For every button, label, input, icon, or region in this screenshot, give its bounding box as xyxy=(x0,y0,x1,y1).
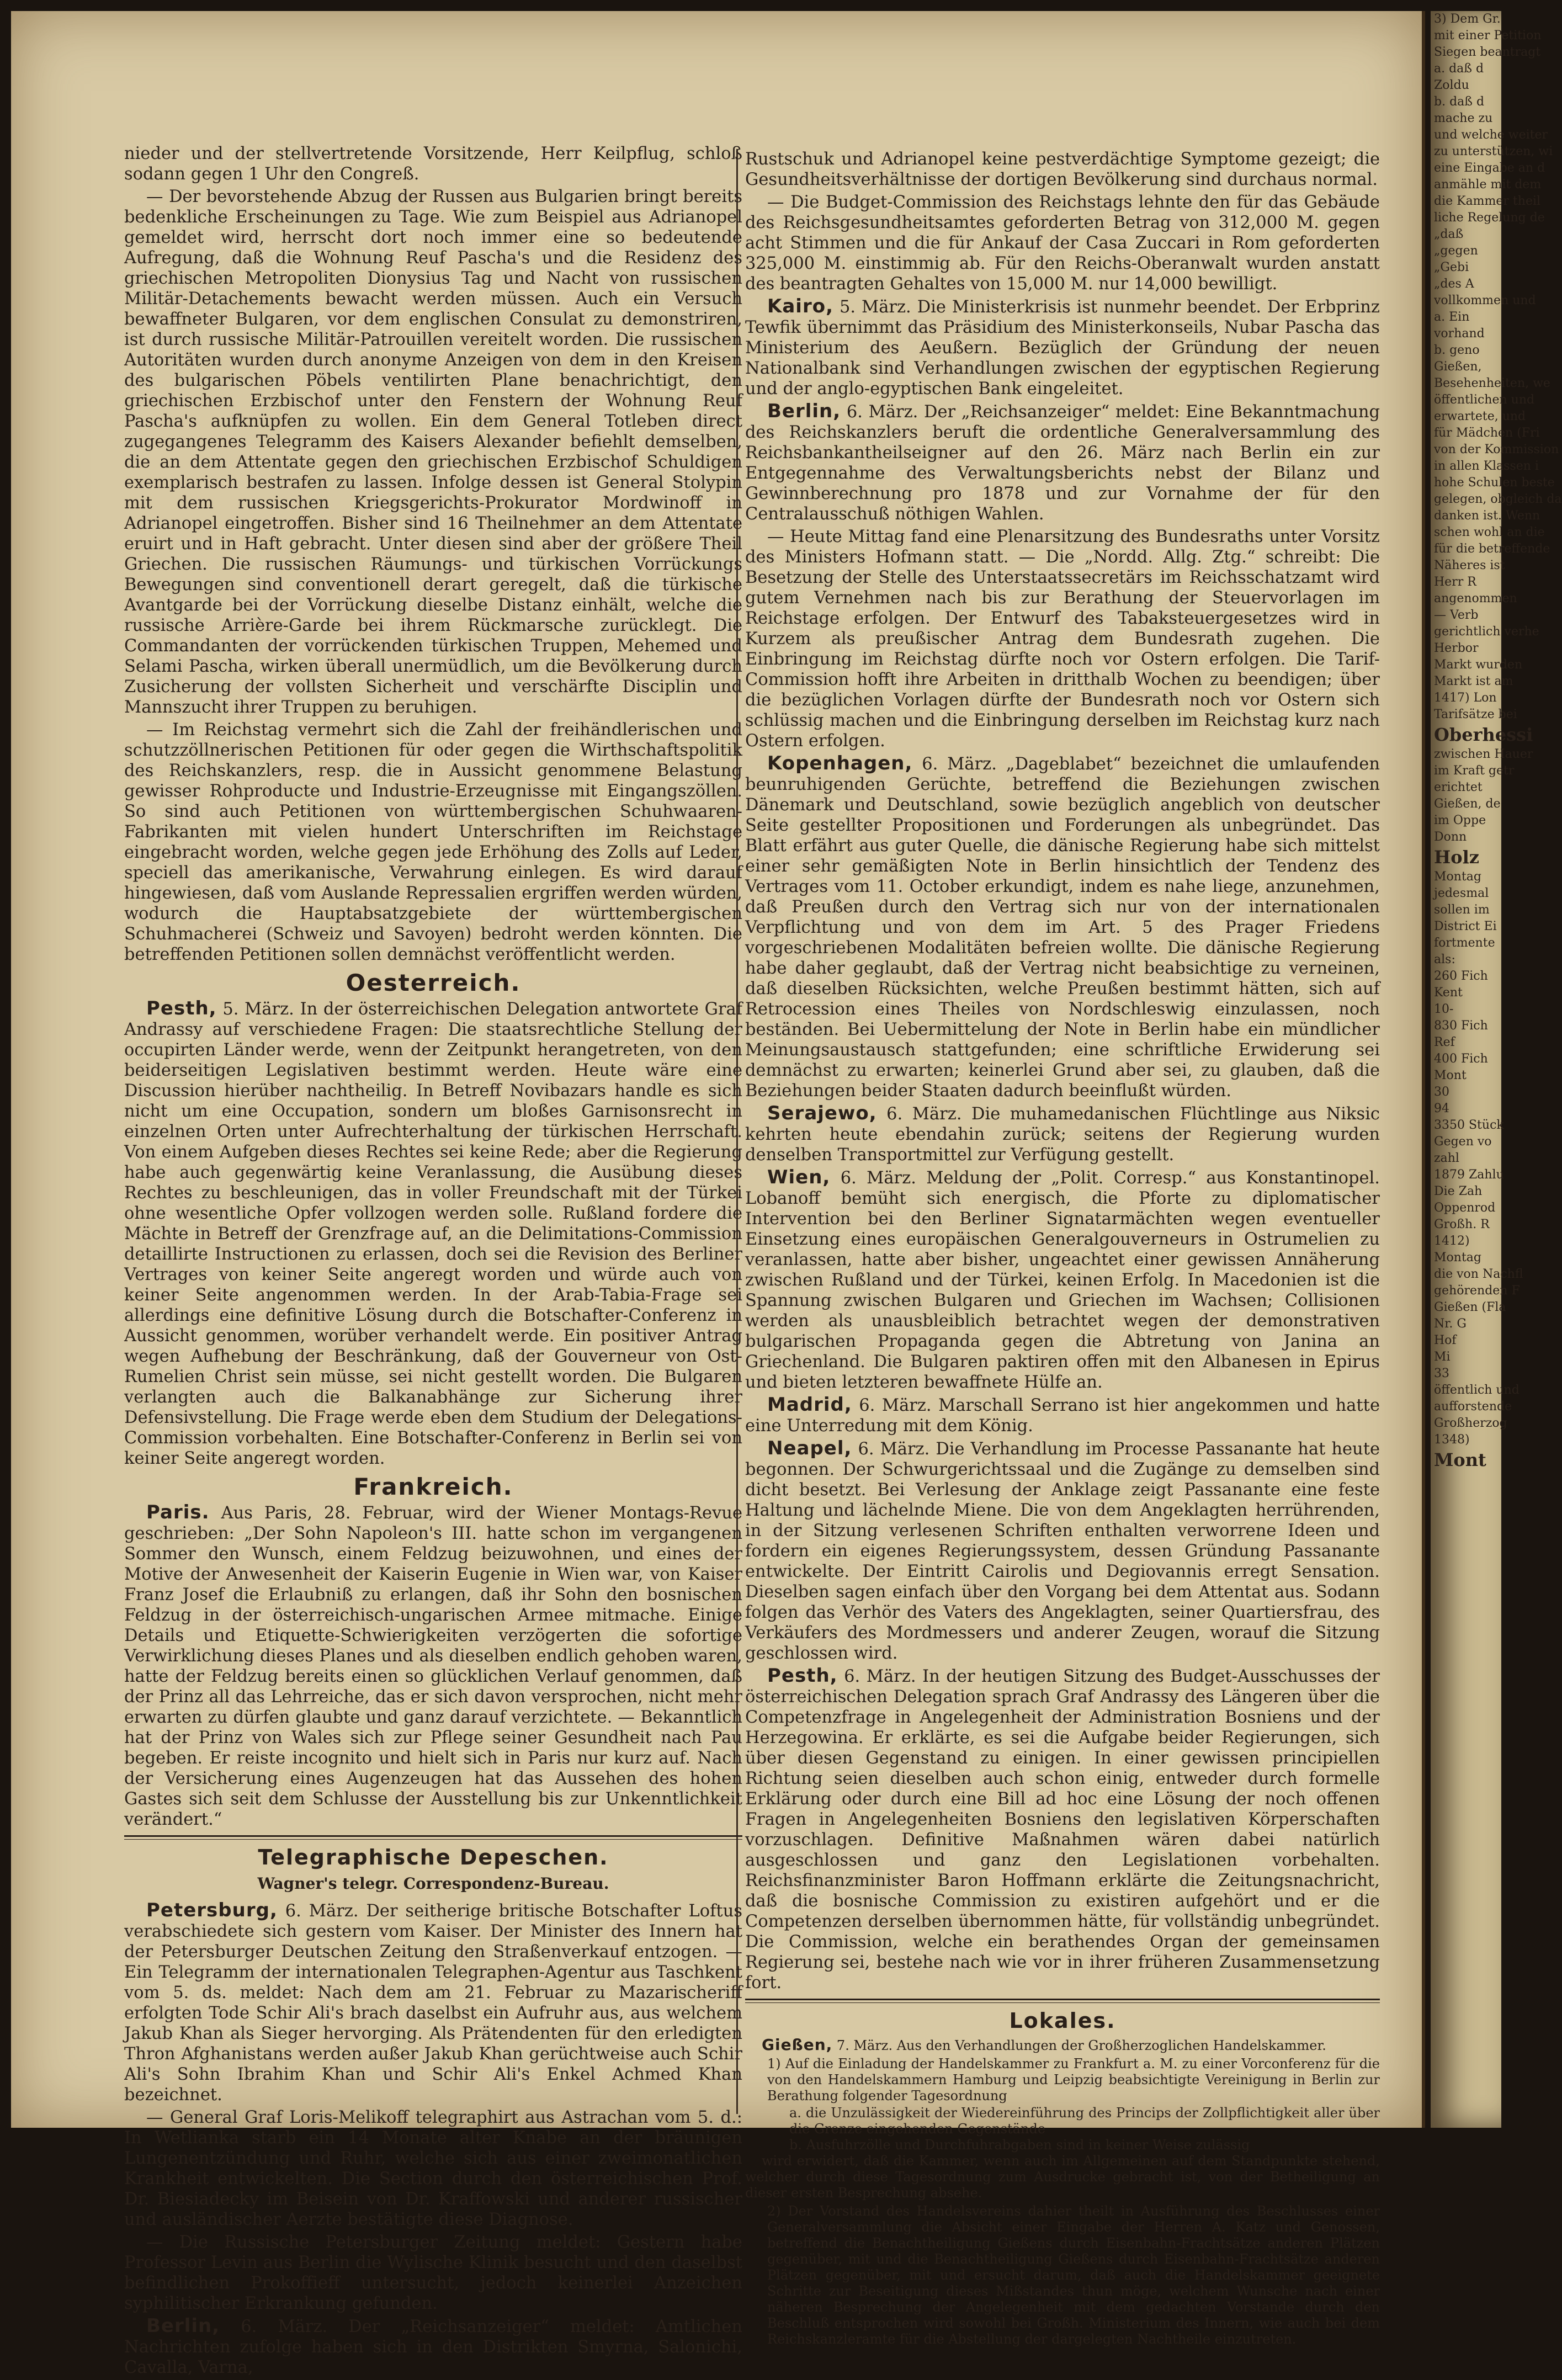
adjacent-page-heading: Mont xyxy=(1434,1449,1486,1470)
article-bulgaria: — Der bevorstehende Abzug der Russen aus Bulgarien bringt bereits bedenkliche Erscheinungen zu Tage. Wie zum Beispiel aus Adrianopel gemeldet wird, herrscht dort noch immer eine so bedeutende Aufregung, daß die Wohnung Reuf Pascha's und die Residenz des griechischen Metropoliten Dionysius Tag und Nacht von russischen Militär-Detachements bewacht werden müssen. Auch ein Versuch bewaffneter Bulgaren, vor dem englischen Consulat zu demonstriren, ist durch russische Militär-Patrouillen vereitelt worden. Die russischen Autoritäten wurden durch anonyme Anzeigen von dem in den Kreisen des bulgarischen Pöbels ventilirten Plane benachrichtigt, den griechischen Erzbischof unter den Fenstern der Wohnung Reuf Pascha's aufknüpfen zu wollen. Ein dem General Totleben direct zugegangenes Telegramm des Kaisers Alexander befiehlt demselben, die an dem Attentate gegen den griechischen Erzbischof Schuldigen exemplarisch bestrafen zu lassen. Infolge dessen ist General Stolypin mit dem russischen Kriegsgerichts-Prokurator Mordwinoff in Adrianopel eingetroffen. Bisher sind 16 Theilnehmer an dem Attentate eruirt und in Haft gebracht. Unter diesen sind aber der größere Theil Griechen. Die russischen Räumungs- und türkischen Vorrückungs Bewegungen sind conventionell derart geregelt, daß die türkische Avantgarde bei der Vorrückung dieselbe Distanz einhält, welche die russische Arrière-Garde bei ihrem Rückmarsche zurücklegt. Die Commandanten der vorrückenden türkischen Truppen, Mehemed und Selami Pascha, wirken überall unermüdlich, um die Bevölkerung durch Zusicherung der vollsten Sicherheit und verschärfte Disciplin und Mannszucht ihrer Truppen zu beruhigen. xyxy=(124,187,742,717)
dispatch-text: 6. März. Meldung der „Polit. Corresp.“ aus Konstantinopel. Lobanoff bemüht sich energisch, die Pforte zu diplomatischer Intervention bei den Berliner Signatarmächten wegen eventueller Einsetzung eines europäischen Generalgouverneurs in Ostrumelien zu veranlassen, hatte aber bisher, ungeachtet einer gewissen Annäherung zwischen Rußland und der Türkei, keinen Erfolg. In Macedonien ist die Spannung zwischen Bulgaren und Griechen im Wachsen; Collisionen werden als unausbleiblich betrachtet wegen der demonstrativen bulgarischen Propaganda gegen die Abtretung von Janina an Griechenland. Die Bulgaren paktiren offen mit den Albanesen in Epirus und bieten letzteren bewaffnete Hülfe an. xyxy=(745,1168,1380,1392)
adjacent-page-line: Gegen vo xyxy=(1434,1135,1492,1149)
adjacent-page-line: in allen Klassen i xyxy=(1434,459,1539,473)
adjacent-page-line: Montag xyxy=(1434,870,1481,884)
adjacent-page-line: Zoldu xyxy=(1434,78,1469,92)
adjacent-page-line: im Oppe xyxy=(1434,814,1486,827)
adjacent-page-line: als: xyxy=(1434,953,1455,966)
adjacent-page-line: für die betreffende xyxy=(1434,542,1550,556)
dispatch-serajewo xyxy=(745,1103,1380,1165)
adjacent-page-line: vorhand xyxy=(1434,327,1485,341)
adjacent-page-heading: Oberhessi xyxy=(1434,724,1533,745)
adjacent-page-line: aufforstende xyxy=(1434,1400,1512,1414)
adjacent-page-line: eine Eingabe an d xyxy=(1434,161,1545,175)
dispatch-text: Aus Paris, 28. Februar, wird der Wiener Montags-Revue geschrieben: „Der Sohn Napoleon's III. hatte schon im vergangenen Sommer den Wunsch, einem Feldzug beizuwohnen, und eines der Motive der Anwesenheit der Kaiserin Eugenie in Wien war, von Kaiser Franz Josef die Erlaubniß zu erlangen, daß ihr Sohn den bosnischen Feldzug in der österreichisch-ungarischen Armee mitmache. Einige Details und Etiquette-Schwierigkeiten verzögerten die sofortige Verwirklichung dieses Planes und als dieselben endlich gehoben waren, hatte der Feldzug bereits einen so glücklichen Verlauf genommen, daß der Prinz all das Lehrreiche, das er sich davon versprochen, nicht mehr erwarten zu dürfen glaubte und ganz darauf verzichtete. — Bekanntlich hat der Prinz von Wales sich zur Pflege seiner Gesundheit nach Pau begeben. Er reiste incognito und hielt sich in Paris nur kurz auf. Nach der Versicherung eines Augenzeugen hat das Aussehen des hohen Gastes sich seit dem Schlusse der Ausstellung bis zur Unkenntlichkeit verändert.“ xyxy=(124,1504,742,1829)
dispatch-kopenhagen xyxy=(745,753,1380,1101)
adjacent-page-line: Markt wurden xyxy=(1434,658,1523,672)
adjacent-page-line: sollen im xyxy=(1434,903,1490,917)
adjacent-page-line: b. daß d xyxy=(1434,95,1485,109)
lokales-block xyxy=(745,2037,1380,2347)
dispatch-text: 6. März. Der „Reichsanzeiger“ meldet: Amtlichen Nachrichten zufolge haben sich in den Distrikten Smyrna, Salonichi, Cavalla, Varna, xyxy=(124,2317,742,2377)
adjacent-page-line: 3) Dem Gr. xyxy=(1434,12,1501,26)
left-column xyxy=(124,144,742,2380)
dateline-wien: Wien, xyxy=(767,1166,831,1188)
adjacent-page-line: hohe Schulen beste xyxy=(1434,476,1555,490)
dispatch-berlin-2 xyxy=(745,401,1380,524)
dateline-kopenhagen: Kopenhagen, xyxy=(767,752,913,774)
adjacent-page-line: Gießen, de xyxy=(1434,797,1501,811)
adjacent-page-line: mit einer Petition xyxy=(1434,29,1542,42)
adjacent-page-line: Herbor xyxy=(1434,641,1479,655)
adjacent-page-line: „daß xyxy=(1434,227,1464,241)
adjacent-page-line: und welche weiter xyxy=(1434,128,1548,142)
adjacent-page-line: zwischen Hauer xyxy=(1434,747,1533,761)
adjacent-page-line: Herr R xyxy=(1434,575,1476,589)
adjacent-page-line: die Kammer theil xyxy=(1434,194,1541,208)
dispatch-petersburg xyxy=(124,1900,742,2105)
adjacent-page-line: 1412) xyxy=(1434,1234,1470,1248)
adjacent-page-line: Montag xyxy=(1434,1251,1481,1265)
dispatch-petersburg-3: — Die Russische Petersburger Zeitung meldet: Gestern habe Professor Levin aus Berlin die Wylische Klinik besucht und den daselbst befindlichen Prokoffieff untersucht, jedoch keinerlei Anzeichen syphilitischer Erkrankung gefunden. xyxy=(124,2233,742,2313)
adjacent-page-line: a. daß d xyxy=(1434,62,1484,76)
dispatch-text: 5. März. Die Ministerkrisis ist nunmehr beendet. Der Erbprinz Tewfik übernimmt das Präsidium des Ministerkonseils, Nubar Pascha das Ministerium des Aeußern. Bezüglich der Gründung der neuen Nationalbank sind Verhandlungen zwischen der egyptischen Regierung und der anglo-egyptischen Bank eingeleitet. xyxy=(745,298,1380,399)
dispatch-wien xyxy=(745,1167,1380,1393)
adjacent-page-line: schen wohl an die xyxy=(1434,525,1545,539)
dispatch-text: 6. März. „Dageblabet“ bezeichnet die umlaufenden beunruhigenden Gerüchte, betreffend die Beziehungen zwischen Dänemark und Deutschland, sowie bezüglich angeblich von deutscher Seite gestellter Propositionen und Forderungen als unbegründet. Das Blatt erfährt aus guter Quelle, die dänische Regierung habe sich mittelst einer sehr gemäßigten Note in Berlin hinsichtlich der Tendenz des Vertrages vom 11. October erkundigt, indem es nahe liege, anzunehmen, daß Preußen durch den Vertrag sich nur von der internationalen Verpflichtung und von dem im Art. 5 des Prager Friedens vorgeschriebenen Modalitäten befreien wollte. Die dänische Regierung habe daher geglaubt, daß der Vertrag nicht beabsichtige zu verneinen, daß dieselben Rücksichten, welche Preußen bestimmt hätten, sich auf Retrocession eines Theiles von Nordschleswig einzulassen, noch beständen. Bei Uebermittelung der Note in Berlin habe ein mündlicher Meinungsaustausch stattgefunden; eine schriftliche Erwiderung sei demnächst zu erwarten; keinerlei Grund aber sei, zu glauben, daß die Beziehungen beider Staaten dadurch beeinflußt würden. xyxy=(745,755,1380,1101)
adjacent-page-line: 94 xyxy=(1434,1102,1449,1115)
dispatch-text: 6. März. Der „Reichsanzeiger“ meldet: Eine Bekanntmachung des Reichskanzlers beruft die ordentliche Generalversammlung des Reichsbankantheilseigner auf den 26. März nach Berlin ein zur Entgegennahme des Verwaltungsberichts nebst der Bilanz und Gewinnberechnung pro 1878 und zur Vornahme der für den Centralausschuß nöthigen Wahlen. xyxy=(745,402,1380,524)
adjacent-page-text xyxy=(1431,11,1562,1471)
article-congress-end: nieder und der stellvertretende Vorsitzende, Herr Keilpflug, schloß sodann gegen 1 Uhr den Congreß. xyxy=(124,144,742,184)
adjacent-page-line: jedesmal xyxy=(1434,886,1489,900)
adjacent-page-line: mache zu xyxy=(1434,111,1493,125)
dateline-berlin: Berlin, xyxy=(767,400,841,422)
adjacent-page-line: Die Zah xyxy=(1434,1184,1483,1198)
dispatch-pesth-1 xyxy=(124,998,742,1469)
dispatch-text: 6. März. Die muhamedanischen Flüchtlinge aus Niksic kehrten heute ebendahin zurück; seitens der Regierung wurden denselben Transportmittel zur Verfügung gestellt. xyxy=(745,1104,1380,1165)
adjacent-page-line: gerichtlich verhe xyxy=(1434,625,1539,639)
section-heading-telegraph: Telegraphische Depeschen. xyxy=(258,1845,609,1869)
dateline-madrid: Madrid, xyxy=(767,1394,852,1416)
adjacent-page-line: Mi xyxy=(1434,1350,1451,1364)
adjacent-page-line: 260 Fich xyxy=(1434,969,1488,983)
adjacent-page-heading: Holz xyxy=(1434,847,1479,868)
adjacent-page-line: 33 xyxy=(1434,1367,1449,1380)
adjacent-page-line: Tarifsätze bei xyxy=(1434,708,1517,721)
adjacent-page-line: angenommen xyxy=(1434,592,1517,605)
adjacent-page-line: Näheres ist xyxy=(1434,559,1505,572)
dispatch-text: 6. März. Marschall Serrano ist hier angekommen und hatte eine Unterredung mit dem König. xyxy=(745,1396,1380,1436)
article-bundesrath: — Heute Mittag fand eine Plenarsitzung des Bundesraths unter Vorsitz des Ministers Hofmann statt. — Die „Nordd. Allg. Ztg.“ schreibt: Die Besetzung der Stelle des Unterstaatssecretärs im Reichsschatzamt wird gutem Vernehmen nach bis zur Berathung der Steuervorlagen im Reichstage erfolgen. Der Entwurf des Tabaksteuergesetzes wird in Kurzem als preußischer Antrag dem Bundesrath zugehen. Die Einbringung im Reichstag dürfte noch vor Ostern erfolgen. Die Tarif-Commission hofft ihre Arbeiten in dritthalb Wochen zu beendigen; über die bezüglichen Vorlagen dürfte der Bundesrath noch vor Ostern sich schlüssig machen und die Einbringung derselben im Reichstag kurz nach Ostern erfolgen. xyxy=(745,527,1380,751)
adjacent-page-line: Großherzog xyxy=(1434,1416,1507,1430)
adjacent-page-line: Kent xyxy=(1434,986,1463,1000)
list-item: 1) Auf die Einladung der Handelskammer zu Frankfurt a. M. zu einer Vorconferenz für die von den Handelskammern Hamburg und Leipzig beabsichtigte Vereinigung in Berlin zur Berathung folgender Tagesordnung xyxy=(767,2056,1380,2103)
adjacent-page-line: vollkommen und xyxy=(1434,294,1536,307)
list-item: 2) Der Vorstand des Handelsvereins dahier theilt in Ausführung des Beschlusses einer Generalversammlung die Absicht einer Eingabe der Herren A. Katz und Genossen, betreffend die Benachtheiligung Gießens durch Eisenbahn-Frachtsätze anderen Plätzen gegenüber, mit und die Benachtheiligung Gießens durch Eisenbahn-Frachtsätze anderen Plätzen gegenüber, mit und ersucht darum, daß auch die Handelskammer geeignete Schritte zur Beseitigung dieses Mißstandes thun möge, welchem Wunsche nach einer näheren Besprechung der Angelegenheit mit dem gedachten Vorstande durch den Beschluß entsprochen wird sowohl bei Großh. Ministerium des Innern, wie auch bei dem Reichskanzleramte für die Abstellung der dargelegten Nachtheile einzutreten. xyxy=(767,2203,1380,2347)
adjacent-page-line: Nr. G xyxy=(1434,1317,1467,1331)
adjacent-page-line: für Mädchen (Fri xyxy=(1434,426,1540,440)
adjacent-page-line: Hof xyxy=(1434,1334,1457,1347)
adjacent-page-line: b. geno xyxy=(1434,343,1480,357)
article-health: Rustschuk und Adrianopel keine pestverdächtige Symptome gezeigt; die Gesundheitsverhältnisse der dortigen Bevölkerung sind durchaus normal. xyxy=(745,150,1380,189)
article-petitions: — Im Reichstag vermehrt sich die Zahl der freihändlerischen und schutzzöllnerischen Petitionen für oder gegen die Wirthschaftspolitik des Reichskanzlers, resp. die in Aussicht genommene Belastung gewisser Rohproducte und Industrie-Erzeugnisse mit Eingangszöllen. So sind auch Petitionen von württembergischen Schuhwaaren-Fabrikanten mit vielen hundert Unterschriften im Reichstage eingebracht worden, welche gegen jede Erhöhung des Zolls auf Leder, speciell das amerikanische, Verwahrung einlegen. Es wird darauf hingewiesen, daß vom Auslande Repressalien ergriffen werden würden, wodurch die Hauptabsatzgebiete der württembergischen Schuhmacherei (Schweiz und Savoyen) bedroht werden könnten. Die betreffenden Petitionen sollen demnächst veröffentlicht werden. xyxy=(124,720,742,964)
dispatch-text: 6. März. Der seitherige britische Botschafter Loftus verabschiedete sich gestern vom Kaiser. Der Minister des Innern hat der Petersburger Deutschen Zeitung den Straßenverkauf entzogen. — Ein Telegramm der internationalen Telegraphen-Agentur aus Taschkent vom 5. ds. meldet: Nach dem am 21. Februar zu Mazarischeriff erfolgten Tode Schir Ali's brach daselbst ein Aufruhr aus, aus welchem Jakub Khan als Sieger hervorging. Als Prätendenten für den erledigten Thron Afghanistans werden außer Jakub Khan gerüchtweise auch Schir Ali's Sohn Ibrahim Khan und Schir Ali's Enkel Achmed Khan bezeichnet. xyxy=(124,1901,742,2105)
adjacent-page-line: Gießen, xyxy=(1434,360,1482,374)
section-rule xyxy=(124,1835,742,1840)
dispatch-neapel xyxy=(745,1438,1380,1664)
dispatch-madrid xyxy=(745,1395,1380,1436)
adjacent-page-line: 830 Fich xyxy=(1434,1019,1488,1033)
dispatch-kairo xyxy=(745,296,1380,399)
adjacent-page-line: Markt ist am xyxy=(1434,674,1513,688)
dateline-neapel: Neapel, xyxy=(767,1437,852,1459)
dispatch-giessen xyxy=(745,2037,1380,2054)
dateline-giessen: Gießen, xyxy=(762,2036,833,2054)
adjacent-page-line: — Verb xyxy=(1434,608,1479,622)
adjacent-page-line: District Ei xyxy=(1434,920,1497,933)
adjacent-page-line: Mont xyxy=(1434,1069,1467,1082)
section-subheading-bureau: Wagner's telegr. Correspondenz-Bureau. xyxy=(257,1874,609,1893)
adjacent-page-line: Besehenheiten, we xyxy=(1434,376,1550,390)
right-column xyxy=(745,149,1380,2349)
dateline-paris: Paris. xyxy=(146,1501,210,1523)
adjacent-page-line: 30 xyxy=(1434,1085,1449,1099)
adjacent-page-line: gelegen, obgleich da xyxy=(1434,492,1562,506)
adjacent-page-line: Gießen (Fla xyxy=(1434,1300,1506,1314)
adjacent-page-edge xyxy=(1431,11,1562,2128)
list-item-note: wird erwidert, daß die Kammer, wenn auch im Allgemeinen auf dem Standpunkte stehend, welcher durch diese Tagesordnung zum Ausdrucke gebracht ist, von der Betheiligung an dieser ersten Besprechung absehe. xyxy=(745,2153,1380,2201)
section-heading-lokales: Lokales. xyxy=(1009,2009,1116,2033)
adjacent-page-line: die von Nachfl xyxy=(1434,1267,1523,1281)
dispatch-berlin-1 xyxy=(124,2316,742,2378)
adjacent-page-line: im Kraft getr xyxy=(1434,764,1515,778)
adjacent-page-line: erichtet xyxy=(1434,780,1483,794)
dateline-serajewo: Serajewo, xyxy=(767,1102,877,1124)
dispatch-pesth-2 xyxy=(745,1666,1380,1993)
dispatch-text: 6. März. Die Verhandlung im Processe Passanante hat heute begonnen. Der Schwurgerichtssaal und die Zugänge zu demselben sind dicht besetzt. Bei Verlesung der Anklage zeigt Passanante eine feste Haltung und lächelnde Miene. Die von dem Angeklagten herrührenden, in der Sitzung verlesenen Schriften enthalten verworrene Ideen und fordern ein eigenes Regierungssystem, dessen Gründung Passanante entwickelte. Der Eintritt Cairolis und Degiovannis erregt Sensation. Dieselben sagen einfach über den Vorgang bei dem Attentat aus. Sodann folgen das Verhör des Vaters des Angeklagten, seiner Quartiersfrau, des Verkäufers des Mordmessers und anderer Zeugen, worauf die Sitzung geschlossen wird. xyxy=(745,1439,1380,1663)
adjacent-page-line: danken ist. Wenn xyxy=(1434,509,1540,523)
adjacent-page-line: 1879 Zahlu xyxy=(1434,1168,1504,1182)
dispatch-paris xyxy=(124,1502,742,1830)
adjacent-page-line: öffentlichen und xyxy=(1434,393,1535,407)
dispatch-petersburg-2: — General Graf Loris-Melikoff telegraphirt aus Astrachan vom 5. d.: In Wetlianka starb ein 14 Monate alter Knabe an der bräunigen Lungenentzündung und Ruhr, welche sich aus einer zweimonatlichen Krankheit entwickelten. Die Section durch den österreichischen Prof. Dr. Biesiadecky im Beisein von Dr. Kraffowski und anderer russischer und ausländischer Aerzte bestätigte diese Diagnose. xyxy=(124,2108,742,2229)
dispatch-text: 6. März. In der heutigen Sitzung des Budget-Ausschusses der österreichischen Delegation sprach Graf Andrassy des Längeren über die Competenzfrage in Angelegenheit der Administration Bosniens und der Herzegowina. Er erklärte, es sei die Aufgabe beider Regierungen, sich über diesen Gegenstand zu einigen. In einer gewissen principiellen Richtung seien dieselben auch schon einig, entweder durch formelle Erklärung oder durch eine Bill ad hoc eine Lösung der noch offenen Fragen in Angelegenheiten Bosniens den legislativen Körperschaften vorzuschlagen. Definitive Maßnahmen wären dabei natürlich ausgeschlossen und ganz den Legislationen vorbehalten. Reichsfinanzminister Baron Hoffmann erklärte die Zeitungsnachricht, daß die bosnische Commission zu existiren aufgehört und er die Competenzen derselben übernommen hätte, für vollständig unbegründet. Die Commission, welche ein berathendes Organ der gemeinsamen Regierung sei, bestehe nach wie vor in ihrer früheren Zusammensetzung fort. xyxy=(745,1667,1380,1993)
adjacent-page-line: a. Ein xyxy=(1434,310,1470,324)
adjacent-page-line: gehörenden F xyxy=(1434,1284,1520,1298)
adjacent-page-line: Oppenrod xyxy=(1434,1201,1496,1215)
adjacent-page-line: Großh. R xyxy=(1434,1218,1490,1231)
dateline-kairo: Kairo, xyxy=(767,295,833,317)
adjacent-page-line: 3350 Stück xyxy=(1434,1118,1504,1132)
adjacent-page-line: zu unterstützen, wi xyxy=(1434,145,1553,158)
adjacent-page-line: „gegen xyxy=(1434,244,1478,258)
adjacent-page-line: 10- xyxy=(1434,1002,1454,1016)
adjacent-page-line: anmähle mit dem xyxy=(1434,178,1542,192)
adjacent-page-line: zahl xyxy=(1434,1151,1459,1165)
adjacent-page-line: „des A xyxy=(1434,277,1474,291)
adjacent-page-line: „Gebi xyxy=(1434,261,1469,274)
list-subitem: b. Ausfuhrzölle und Durchfuhrabgaben sind in keiner Weise zulässig xyxy=(789,2137,1250,2153)
dateline-berlin: Berlin, xyxy=(146,2315,220,2337)
dateline-pesth: Pesth, xyxy=(146,997,217,1019)
list-subitem: a. die Unzulässigkeit der Wiedereinführung des Princips der Zollpflichtigkeit aller über die Grenze eingehenden Gegenstände xyxy=(789,2105,1380,2137)
dispatch-text: 7. März. Aus den Verhandlungen der Großherzoglichen Handelskammer. xyxy=(836,2038,1326,2053)
section-heading-oesterreich: Oesterreich. xyxy=(346,969,521,996)
section-heading-frankreich: Frankreich. xyxy=(353,1473,513,1500)
dateline-petersburg: Petersburg, xyxy=(146,1899,278,1921)
adjacent-page-line: Ref xyxy=(1434,1035,1455,1049)
dispatch-text: 5. März. In der österreichischen Delegation antwortete Graf Andrassy auf verschiedene Fragen: Die staatsrechtliche Stellung der occupirten Länder werde, wenn der Zeitpunkt herangetreten, von den beiderseitigen Legislativen bestimmt werden. Heute wäre eine Discussion hierüber nachtheilig. In Betreff Novibazars handle es sich nicht um eine Occupation, sondern um bloßes Garnisonsrecht in einzelnen Orten unter Aufrechterhaltung der türkischen Herrschaft. Von einem Aufgeben dieses Rechtes sei keine Rede; aber die Regierung habe auch gegenwärtig keine Veranlassung, die Ausübung dieses Rechtes zu beschleunigen, das in voller Freundschaft mit der Türkei ohne wesentliche Opfer vollzogen werden solle. Rußland fordere die Mächte in Betreff der Grenzfrage auf, an die Delimitations-Commission detaillirte Instructionen zu erlassen, doch sei die Revision des Berliner Vertrages von keiner Seite angeregt worden und würde auch von keiner Seite angenommen werden. In der Arab-Tabia-Frage sei allerdings eine definitive Lösung durch die Botschafter-Conferenz in Aussicht genommen, worüber verhandelt werde. Ein positiver Antrag wegen Aufhebung der Beschränkung, daß der Gouverneur von Ost-Rumelien Christ sein müsse, sei nicht gestellt worden. Die Bulgaren verlangten auch die Balkanabhänge zur Sicherung ihrer Defensivstellung. Die Frage werde eben dem Studium der Delegations-Commission vorbehalten. Eine Botschafter-Conferenz in Berlin sei von keiner Seite angeregt worden. xyxy=(124,1000,742,1468)
adjacent-page-line: 400 Fich xyxy=(1434,1052,1488,1066)
adjacent-page-line: erwartete, und xyxy=(1434,410,1526,423)
section-rule xyxy=(745,1999,1380,2003)
adjacent-page-line: Siegen beantragt xyxy=(1434,45,1541,59)
adjacent-page-line: Donn xyxy=(1434,830,1467,844)
adjacent-page-line: 1348) xyxy=(1434,1433,1470,1447)
adjacent-page-line: fortmente xyxy=(1434,936,1495,950)
dateline-pesth: Pesth, xyxy=(767,1665,838,1687)
adjacent-page-line: von der Kommission xyxy=(1434,443,1559,456)
adjacent-page-line: 1417) Lon xyxy=(1434,691,1497,705)
newspaper-page xyxy=(11,11,1425,2377)
adjacent-page-line: öffentlich und xyxy=(1434,1383,1520,1397)
adjacent-page-line: liche Regelung de xyxy=(1434,211,1545,225)
article-budget-commission: — Die Budget-Commission des Reichstags lehnte den für das Gebäude des Reichsgesundheitsamtes geforderten Betrag von 312,000 M. gegen acht Stimmen und die für Ankauf der Casa Zuccari in Rom geforderten 325,000 M. einstimmig ab. Für den Reichs-Oberanwalt wurden anstatt des beantragten Gehaltes von 15,000 M. nur 14,000 bewilligt. xyxy=(745,193,1380,294)
